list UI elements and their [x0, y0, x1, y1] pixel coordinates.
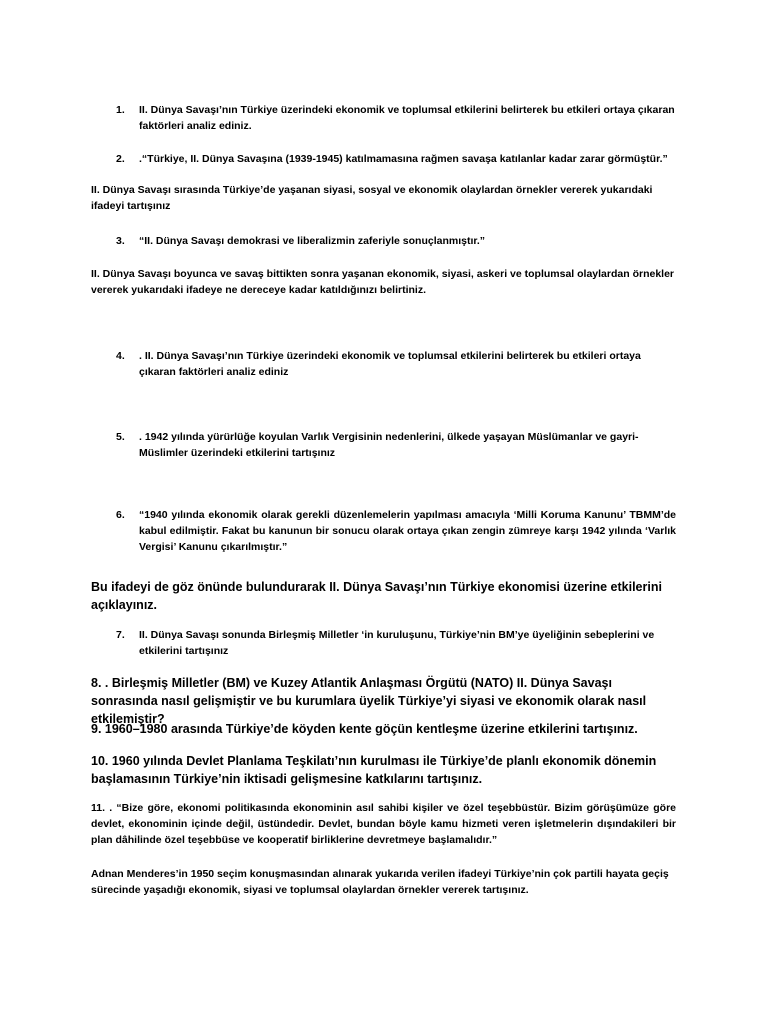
paragraph-3-instruction: II. Dünya Savaşı boyunca ve savaş bittikten sonra yaşanan ekonomik, siyasi, askeri ve toplumsal olaylardan örnekler vererek yukarıdaki ifadeye ne dereceye kadar katıldığınızı belirtiniz.	[91, 268, 675, 296]
question-6-text: “1940 yılında ekonomik olarak gerekli düzenlemelerin yapılması amacıyla ‘Milli Koruma Kanunu’ TBMM’de kabul edilmiştir. Fakat bu kanunun bir sonucu olarak ortaya çıkan zengin zümreye karşı 1942 yılında ‘Varlık Vergisi’ Kanunu çıkarılmıştır.”	[139, 509, 676, 553]
question-4-number: 4.	[116, 350, 125, 362]
question-11: 11. . “Bize göre, ekonomi politikasında ekonominin asıl sahibi kişiler ve özel teşebbüstür. Bizim görüşümüze göre devlet, ekonominin içinde değil, üstündedir. Devlet, bundan böyle kamu hizmeti veren işletmelerin dışındakileri bir plan dâhilinde özel teşebbüse ve kooperatif birliklerine devretmeye başlamalıdır.”	[91, 802, 676, 846]
question-7-number: 7.	[116, 629, 125, 641]
question-10: 10. 1960 yılında Devlet Planlama Teşkilatı’nın kurulması ile Türkiye’de planlı ekonomik dönemin başlamasının Türkiye’nin iktisadi gelişmesine katkılarını tartışınız.	[91, 754, 657, 786]
question-8: 8. . Birleşmiş Milletler (BM) ve Kuzey Atlantik Anlaşması Örgütü (NATO) II. Dünya Savaşı sonrasında nasıl gelişmiştir ve bu kurumlara üyelik Türkiye’yi siyasi ve ekonomik olarak nasıl etkilemiştir?	[91, 676, 647, 726]
question-1-text: II. Dünya Savaşı’nın Türkiye üzerindeki ekonomik ve toplumsal etkilerini belirterek bu etkileri ortaya çıkaran faktörleri analiz ediniz.	[139, 104, 675, 132]
question-3-text: “II. Dünya Savaşı demokrasi ve liberalizmin zaferiyle sonuçlanmıştır.”	[139, 235, 486, 247]
question-5-text: . 1942 yılında yürürlüğe koyulan Varlık Vergisinin nedenlerini, ülkede yaşayan Müslümanlar ve gayri-Müslimler üzerindeki etkilerini tartışınız	[139, 431, 639, 459]
paragraph-2-instruction: II. Dünya Savaşı sırasında Türkiye’de yaşanan siyasi, sosyal ve ekonomik olaylardan örnekler vererek yukarıdaki ifadeyi tartışınız	[91, 184, 653, 212]
question-2-text: .“Türkiye, II. Dünya Savaşına (1939-1945) katılmamasına rağmen savaşa katılanlar kadar zarar görmüştür.”	[139, 153, 668, 165]
question-2-number: 2.	[116, 153, 125, 165]
question-3-number: 3.	[116, 235, 125, 247]
question-4-text: . II. Dünya Savaşı’nın Türkiye üzerindeki ekonomik ve toplumsal etkilerini belirterek bu etkileri ortaya çıkaran faktörleri analiz ediniz	[139, 350, 641, 378]
question-7-text: II. Dünya Savaşı sonunda Birleşmiş Milletler ‘in kuruluşunu, Türkiye’nin BM’ye üyeliğinin sebeplerini ve etkilerini tartışınız	[139, 629, 655, 657]
paragraph-6-instruction: Bu ifadeyi de göz önünde bulundurarak II. Dünya Savaşı’nın Türkiye ekonomisi üzerine etkilerini açıklayınız.	[91, 580, 662, 612]
question-6-number: 6.	[116, 509, 125, 521]
question-9: 9. 1960–1980 arasında Türkiye’de köyden kente göçün kentleşme üzerine etkilerini tartışınız.	[91, 722, 638, 736]
question-1-number: 1.	[116, 104, 125, 116]
paragraph-11-instruction: Adnan Menderes’in 1950 seçim konuşmasından alınarak yukarıda verilen ifadeyi Türkiye’nin çok partili hayata geçiş sürecinde yaşadığı ekonomik, siyasi ve toplumsal olaylardan örnekler vererek tartışınız.	[91, 868, 669, 896]
question-5-number: 5.	[116, 431, 125, 443]
